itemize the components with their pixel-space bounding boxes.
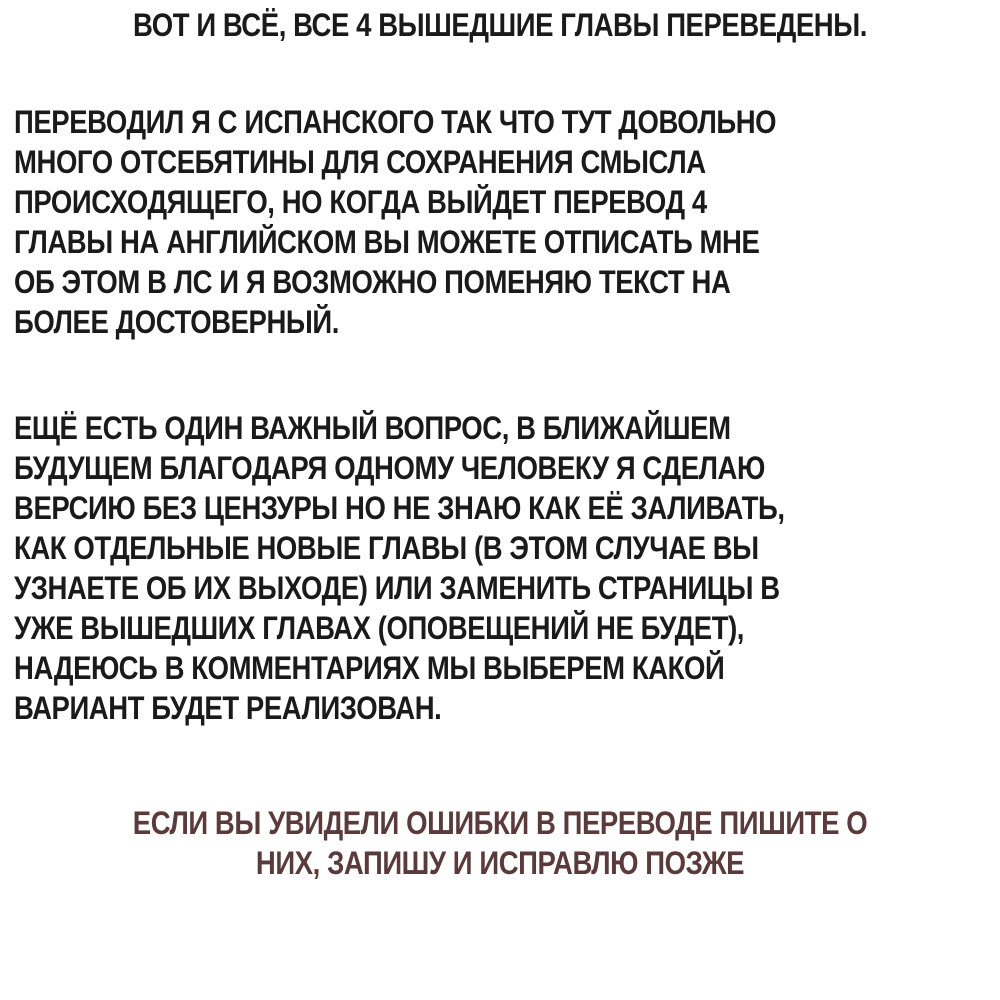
paragraph-line: ПРОИСХОДЯЩЕГО, НО КОГДА ВЫЙДЕТ ПЕРЕВОД 4 [14, 184, 707, 220]
page-heading: ВОТ И ВСЁ, ВСЕ 4 ВЫШЕДШИЕ ГЛАВЫ ПЕРЕВЕДЕНЫ. [133, 7, 867, 43]
closing-note-line: ЕСЛИ ВЫ УВИДЕЛИ ОШИБКИ В ПЕРЕВОДЕ ПИШИТЕ О [132, 805, 868, 841]
paragraph-line: УЗНАЕТЕ ОБ ИХ ВЫХОДЕ) ИЛИ ЗАМЕНИТЬ СТРАНИЦЫ В [14, 570, 780, 606]
paragraph-line: БУДУЩЕМ БЛАГОДАРЯ ОДНОМУ ЧЕЛОВЕКУ Я СДЕЛАЮ [14, 450, 765, 486]
paragraph-line: МНОГО ОТСЕБЯТИНЫ ДЛЯ СОХРАНЕНИЯ СМЫСЛА [14, 144, 706, 180]
paragraph-line: ОБ ЭТОМ В ЛС И Я ВОЗМОЖНО ПОМЕНЯЮ ТЕКСТ НА [14, 264, 731, 300]
paragraph-line: УЖЕ ВЫШЕДШИХ ГЛАВАХ (ОПОВЕЩЕНИЙ НЕ БУДЕТ), [14, 610, 745, 646]
paragraph-line: ЕЩЁ ЕСТЬ ОДИН ВАЖНЫЙ ВОПРОС, В БЛИЖАЙШЕМ [14, 410, 731, 446]
paragraph-line: КАК ОТДЕЛЬНЫЕ НОВЫЕ ГЛАВЫ (В ЭТОМ СЛУЧАЕ ВЫ [14, 530, 759, 566]
paragraph-line: ВЕРСИЮ БЕЗ ЦЕНЗУРЫ НО НЕ ЗНАЮ КАК ЕЁ ЗАЛИВАТЬ, [14, 490, 785, 526]
paragraph-line: БОЛЕЕ ДОСТОВЕРНЫЙ. [14, 304, 339, 340]
closing-note-line: НИХ, ЗАПИШУ И ИСПРАВЛЮ ПОЗЖЕ [255, 845, 745, 881]
paragraph-line: НАДЕЮСЬ В КОММЕНТАРИЯХ МЫ ВЫБЕРЕМ КАКОЙ [14, 650, 725, 686]
paragraph-line: ПЕРЕВОДИЛ Я С ИСПАНСКОГО ТАК ЧТО ТУТ ДОВОЛЬНО [14, 104, 777, 140]
paragraph-line: ВАРИАНТ БУДЕТ РЕАЛИЗОВАН. [14, 690, 442, 726]
paragraph-line: ГЛАВЫ НА АНГЛИЙСКОМ ВЫ МОЖЕТЕ ОТПИСАТЬ МНЕ [14, 224, 760, 260]
